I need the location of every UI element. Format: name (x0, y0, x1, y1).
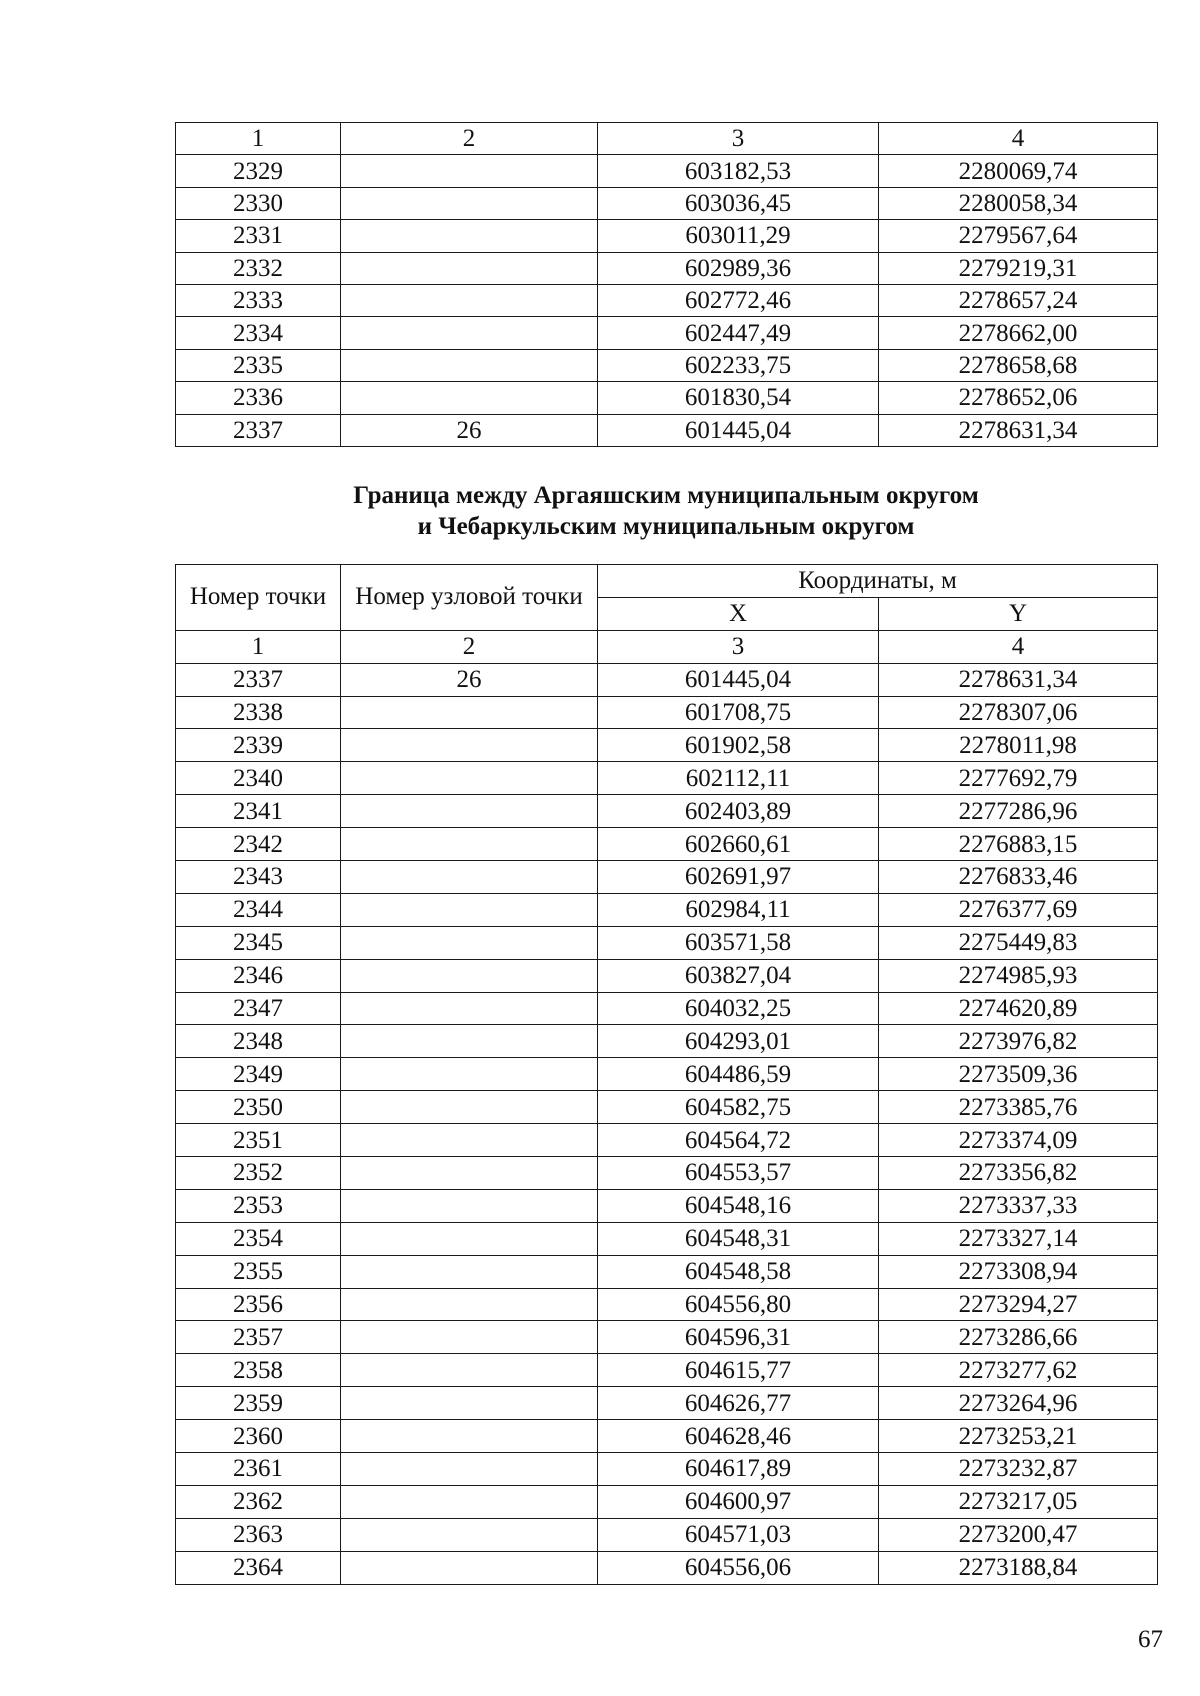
column-number-row (176, 123, 1158, 155)
x-coordinate-cell: 602984,11 (598, 893, 879, 926)
x-coordinate-cell: 603011,29 (598, 220, 879, 252)
point-number-cell: 2352 (176, 1157, 341, 1190)
x-coordinate-cell: 603571,58 (598, 926, 879, 959)
table-row (176, 1124, 1158, 1157)
x-coordinate-cell: 601708,75 (598, 696, 879, 729)
x-coordinate-cell: 601830,54 (598, 382, 879, 414)
y-coordinate-cell: 2273277,62 (879, 1354, 1158, 1387)
node-number-cell (341, 220, 598, 252)
table-row (176, 1420, 1158, 1453)
point-number-cell: 2332 (176, 252, 341, 284)
x-coordinate-cell: 603182,53 (598, 155, 879, 187)
point-number-cell: 2342 (176, 828, 341, 861)
y-coordinate-cell: 2278631,34 (879, 414, 1158, 446)
table-row (176, 1518, 1158, 1551)
y-coordinate-cell: 2275449,83 (879, 926, 1158, 959)
y-coordinate-cell: 2276883,15 (879, 828, 1158, 861)
column-number-cell: 2 (341, 123, 598, 155)
point-number-cell: 2329 (176, 155, 341, 187)
node-number-cell (341, 187, 598, 219)
column-number-row (176, 630, 1158, 663)
point-number-cell: 2358 (176, 1354, 341, 1387)
table-row (176, 349, 1158, 381)
column-number-cell: 3 (598, 123, 879, 155)
node-number-cell (341, 382, 598, 414)
node-number-cell (341, 1518, 598, 1551)
y-coordinate-cell: 2278652,06 (879, 382, 1158, 414)
table-row (176, 1157, 1158, 1190)
point-number-cell: 2357 (176, 1321, 341, 1354)
point-number-cell: 2354 (176, 1222, 341, 1255)
node-number-cell (341, 1091, 598, 1124)
point-number-cell: 2346 (176, 959, 341, 992)
coordinates-table-continued (175, 122, 1158, 447)
point-number-cell: 2339 (176, 729, 341, 762)
point-number-cell: 2361 (176, 1453, 341, 1486)
x-coordinate-cell: 604486,59 (598, 1058, 879, 1091)
coordinates-table-body (176, 630, 1158, 1584)
point-number-cell: 2356 (176, 1288, 341, 1321)
point-number-cell: 2338 (176, 696, 341, 729)
table-row (176, 284, 1158, 316)
table-row (176, 220, 1158, 252)
y-coordinate-cell: 2273374,09 (879, 1124, 1158, 1157)
node-number-cell (341, 1354, 598, 1387)
point-number-cell: 2331 (176, 220, 341, 252)
y-coordinate-cell: 2280058,34 (879, 187, 1158, 219)
section-heading (175, 480, 1157, 542)
y-coordinate-cell: 2277286,96 (879, 795, 1158, 828)
x-coordinate-cell: 604628,46 (598, 1420, 879, 1453)
y-coordinate-cell: 2278631,34 (879, 663, 1158, 696)
x-coordinate-cell: 602660,61 (598, 828, 879, 861)
node-number-cell (341, 1058, 598, 1091)
node-number-cell (341, 1255, 598, 1288)
x-coordinate-cell: 602112,11 (598, 762, 879, 795)
x-coordinate-cell: 602691,97 (598, 861, 879, 894)
y-coordinate-cell: 2276377,69 (879, 893, 1158, 926)
x-coordinate-cell: 604556,80 (598, 1288, 879, 1321)
table-row (176, 893, 1158, 926)
column-number-cell: 1 (176, 630, 341, 663)
node-number-cell (341, 1189, 598, 1222)
table-row (176, 663, 1158, 696)
point-number-cell: 2341 (176, 795, 341, 828)
table-row (176, 1189, 1158, 1222)
x-coordinate-cell: 601902,58 (598, 729, 879, 762)
y-coordinate-cell: 2278662,00 (879, 317, 1158, 349)
x-coordinate-cell: 602233,75 (598, 349, 879, 381)
point-number-cell: 2343 (176, 861, 341, 894)
x-coordinate-cell: 604600,97 (598, 1485, 879, 1518)
table-row (176, 1354, 1158, 1387)
y-coordinate-cell: 2273188,84 (879, 1551, 1158, 1584)
header-row-1 (176, 565, 1158, 598)
table-row (176, 992, 1158, 1025)
header-coordinates: Координаты, м (598, 565, 1158, 598)
table-row (176, 729, 1158, 762)
point-number-cell: 2344 (176, 893, 341, 926)
point-number-cell: 2330 (176, 187, 341, 219)
node-number-cell (341, 349, 598, 381)
y-coordinate-cell: 2279567,64 (879, 220, 1158, 252)
header-point-number: Номер точки (176, 565, 341, 631)
table-row (176, 1321, 1158, 1354)
table-row (176, 1025, 1158, 1058)
y-coordinate-cell: 2273217,05 (879, 1485, 1158, 1518)
y-coordinate-cell: 2278658,68 (879, 349, 1158, 381)
node-number-cell (341, 926, 598, 959)
y-coordinate-cell: 2273385,76 (879, 1091, 1158, 1124)
node-number-cell (341, 155, 598, 187)
node-number-cell (341, 696, 598, 729)
node-number-cell (341, 893, 598, 926)
table-row (176, 795, 1158, 828)
node-number-cell: 26 (341, 414, 598, 446)
x-coordinate-cell: 602989,36 (598, 252, 879, 284)
header-x: X (598, 597, 879, 630)
y-coordinate-cell: 2279219,31 (879, 252, 1158, 284)
y-coordinate-cell: 2280069,74 (879, 155, 1158, 187)
x-coordinate-cell: 604617,89 (598, 1453, 879, 1486)
x-coordinate-cell: 602403,89 (598, 795, 879, 828)
node-number-cell: 26 (341, 663, 598, 696)
column-number-cell: 4 (879, 630, 1158, 663)
point-number-cell: 2350 (176, 1091, 341, 1124)
point-number-cell: 2364 (176, 1551, 341, 1584)
y-coordinate-cell: 2277692,79 (879, 762, 1158, 795)
header-node-number: Номер узловой точки (341, 565, 598, 631)
table-row (176, 414, 1158, 446)
y-coordinate-cell: 2274985,93 (879, 959, 1158, 992)
column-number-cell: 1 (176, 123, 341, 155)
table-row (176, 382, 1158, 414)
x-coordinate-cell: 603827,04 (598, 959, 879, 992)
table-row (176, 696, 1158, 729)
x-coordinate-cell: 601445,04 (598, 414, 879, 446)
node-number-cell (341, 317, 598, 349)
x-coordinate-cell: 603036,45 (598, 187, 879, 219)
y-coordinate-cell: 2273200,47 (879, 1518, 1158, 1551)
x-coordinate-cell: 604582,75 (598, 1091, 879, 1124)
point-number-cell: 2340 (176, 762, 341, 795)
table-row (176, 926, 1158, 959)
x-coordinate-cell: 604596,31 (598, 1321, 879, 1354)
coordinates-table-header (176, 565, 1158, 631)
table-row (176, 1058, 1158, 1091)
point-number-cell: 2348 (176, 1025, 341, 1058)
point-number-cell: 2347 (176, 992, 341, 1025)
table-row (176, 1255, 1158, 1288)
y-coordinate-cell: 2273509,36 (879, 1058, 1158, 1091)
node-number-cell (341, 1124, 598, 1157)
x-coordinate-cell: 604626,77 (598, 1387, 879, 1420)
page-number: 67 (1138, 1626, 1163, 1653)
point-number-cell: 2363 (176, 1518, 341, 1551)
node-number-cell (341, 992, 598, 1025)
y-coordinate-cell: 2278657,24 (879, 284, 1158, 316)
table-row (176, 252, 1158, 284)
y-coordinate-cell: 2273232,87 (879, 1453, 1158, 1486)
table-row (176, 317, 1158, 349)
point-number-cell: 2334 (176, 317, 341, 349)
node-number-cell (341, 1485, 598, 1518)
table-row (176, 187, 1158, 219)
node-number-cell (341, 1157, 598, 1190)
node-number-cell (341, 252, 598, 284)
y-coordinate-cell: 2278011,98 (879, 729, 1158, 762)
column-number-cell: 4 (879, 123, 1158, 155)
node-number-cell (341, 795, 598, 828)
node-number-cell (341, 959, 598, 992)
table-row (176, 1453, 1158, 1486)
y-coordinate-cell: 2273253,21 (879, 1420, 1158, 1453)
table-row (176, 1091, 1158, 1124)
node-number-cell (341, 828, 598, 861)
y-coordinate-cell: 2273976,82 (879, 1025, 1158, 1058)
column-number-cell: 2 (341, 630, 598, 663)
header-y: Y (879, 597, 1158, 630)
point-number-cell: 2362 (176, 1485, 341, 1518)
node-number-cell (341, 861, 598, 894)
node-number-cell (341, 1453, 598, 1486)
x-coordinate-cell: 604032,25 (598, 992, 879, 1025)
table-row (176, 155, 1158, 187)
table-row (176, 1485, 1158, 1518)
section-heading-line-2: и Чебаркульским муниципальным округом (417, 513, 915, 540)
table-row (176, 1222, 1158, 1255)
point-number-cell: 2335 (176, 349, 341, 381)
table-row (176, 861, 1158, 894)
node-number-cell (341, 1025, 598, 1058)
y-coordinate-cell: 2278307,06 (879, 696, 1158, 729)
node-number-cell (341, 1222, 598, 1255)
node-number-cell (341, 762, 598, 795)
x-coordinate-cell: 604548,58 (598, 1255, 879, 1288)
section-heading-line-1: Граница между Аргаяшским муниципальным округом (353, 482, 979, 509)
point-number-cell: 2355 (176, 1255, 341, 1288)
y-coordinate-cell: 2273286,66 (879, 1321, 1158, 1354)
x-coordinate-cell: 604548,16 (598, 1189, 879, 1222)
point-number-cell: 2336 (176, 382, 341, 414)
y-coordinate-cell: 2273327,14 (879, 1222, 1158, 1255)
column-number-cell: 3 (598, 630, 879, 663)
table-row (176, 762, 1158, 795)
table-row (176, 1387, 1158, 1420)
node-number-cell (341, 1288, 598, 1321)
y-coordinate-cell: 2274620,89 (879, 992, 1158, 1025)
point-number-cell: 2359 (176, 1387, 341, 1420)
x-coordinate-cell: 604548,31 (598, 1222, 879, 1255)
node-number-cell (341, 729, 598, 762)
node-number-cell (341, 284, 598, 316)
x-coordinate-cell: 604571,03 (598, 1518, 879, 1551)
x-coordinate-cell: 604615,77 (598, 1354, 879, 1387)
y-coordinate-cell: 2273294,27 (879, 1288, 1158, 1321)
point-number-cell: 2349 (176, 1058, 341, 1091)
table-row (176, 828, 1158, 861)
point-number-cell: 2337 (176, 663, 341, 696)
x-coordinate-cell: 604556,06 (598, 1551, 879, 1584)
y-coordinate-cell: 2273337,33 (879, 1189, 1158, 1222)
y-coordinate-cell: 2273308,94 (879, 1255, 1158, 1288)
coordinates-table-continued-body (176, 123, 1158, 447)
point-number-cell: 2337 (176, 414, 341, 446)
table-row (176, 1288, 1158, 1321)
y-coordinate-cell: 2273264,96 (879, 1387, 1158, 1420)
y-coordinate-cell: 2273356,82 (879, 1157, 1158, 1190)
coordinates-table (175, 564, 1158, 1585)
node-number-cell (341, 1551, 598, 1584)
node-number-cell (341, 1420, 598, 1453)
table-row (176, 1551, 1158, 1584)
x-coordinate-cell: 604293,01 (598, 1025, 879, 1058)
x-coordinate-cell: 604553,57 (598, 1157, 879, 1190)
point-number-cell: 2345 (176, 926, 341, 959)
y-coordinate-cell: 2276833,46 (879, 861, 1158, 894)
x-coordinate-cell: 604564,72 (598, 1124, 879, 1157)
x-coordinate-cell: 601445,04 (598, 663, 879, 696)
x-coordinate-cell: 602772,46 (598, 284, 879, 316)
node-number-cell (341, 1321, 598, 1354)
table-row (176, 959, 1158, 992)
point-number-cell: 2353 (176, 1189, 341, 1222)
x-coordinate-cell: 602447,49 (598, 317, 879, 349)
point-number-cell: 2351 (176, 1124, 341, 1157)
point-number-cell: 2360 (176, 1420, 341, 1453)
point-number-cell: 2333 (176, 284, 341, 316)
node-number-cell (341, 1387, 598, 1420)
